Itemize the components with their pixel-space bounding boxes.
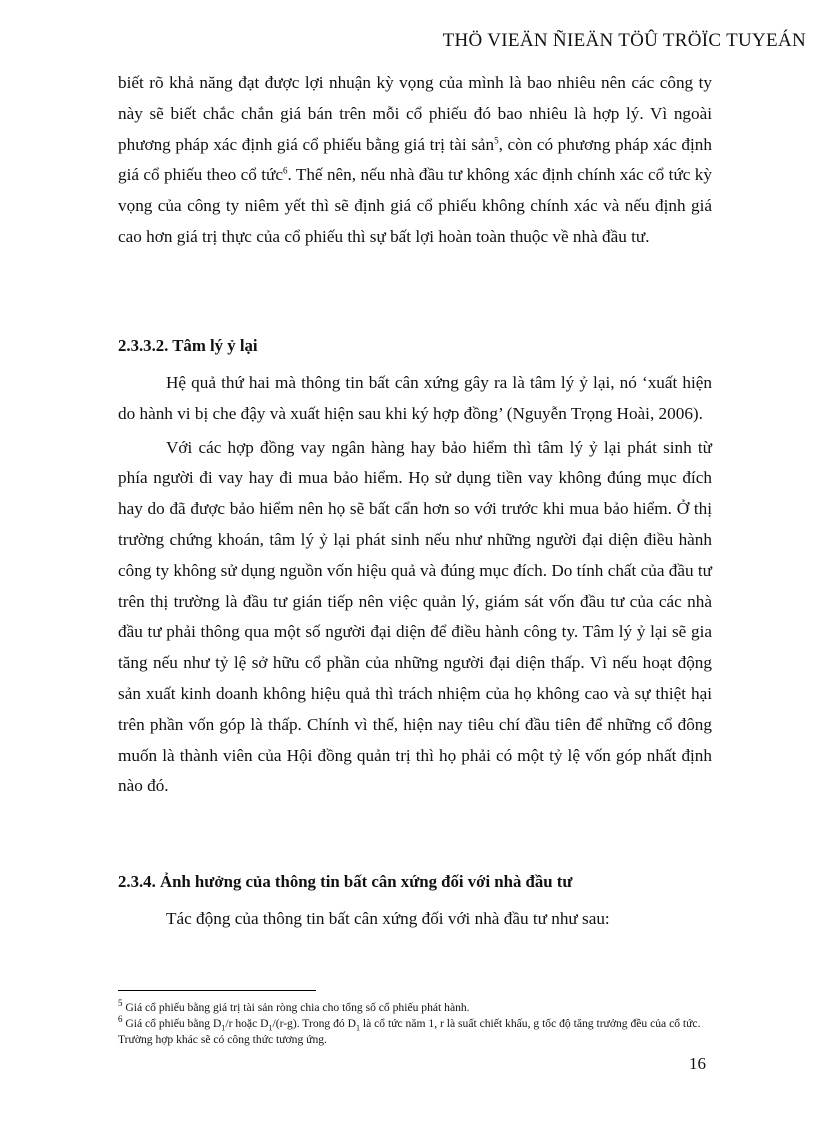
body-block-3 (118, 904, 712, 935)
body-block-1 (118, 68, 712, 253)
footnote-6: $^6$ Giá cổ phiếu bằng $D_1/r$ hoặc $D_1/(r-g)$. Trong đó $D_1$ là cổ tức năm 1, r là suất chiết khấu, g tốc độ tăng trưởng đều của cổ tức. Trường hợp khác sẽ có công thức tương ứng. (118, 1014, 701, 1046)
body-block-2 (118, 368, 712, 802)
paragraph-continued: biết rõ khả năng đạt được lợi nhuận kỳ vọng của mình là bao nhiêu nên các công ty này sẽ biết chắc chắn giá bán trên mỗi cổ phiếu đó bao nhiêu là hợp lý. Vì ngoài phương pháp xác định giá cổ phiếu bằng giá trị tài sản$^5$, còn có phương pháp xác định giá cổ phiếu theo cổ tức$^6$. Thế nên, nếu nhà đầu tư không xác định chính xác cổ tức kỳ vọng của công ty niêm yết thì sẽ định giá cổ phiếu không chính xác và nếu định giá cao hơn giá trị thực của cổ phiếu thì sự bất lợi hoàn toàn thuộc về nhà đầu tư. (118, 73, 712, 246)
page-number: 16 (689, 1054, 706, 1073)
footnote-ref-6[interactable]: 6 (282, 165, 288, 176)
footnote-ref-5[interactable]: 5 (494, 134, 499, 145)
paragraph-moral-hazard-intro: Hệ quả thứ hai mà thông tin bất cân xứng gây ra là tâm lý ỷ lại, nó ‘xuất hiện do hành vi bị che đậy và xuất hiện sau khi ký hợp đồng’ (Nguyễn Trọng Hoài, 2006). (118, 373, 712, 423)
footnote-separator (118, 990, 316, 991)
paragraph-moral-hazard-detail: Với các hợp đồng vay ngân hàng hay bảo hiểm thì tâm lý ỷ lại phát sinh từ phía người đi vay hay đi mua bảo hiểm. Họ sử dụng tiền vay không đúng mục đích hay do đã được bảo hiểm nên họ sẽ bất cẩn hơn so với trước khi mua bảo hiểm. Ở thị trường chứng khoán, tâm lý ỷ lại phát sinh nếu như những người đại diện điều hành công ty không sử dụng nguồn vốn hiệu quả và đúng mục đích. Do tính chất của đầu tư trên thị trường là đầu tư gián tiếp nên việc quản lý, giám sát vốn đầu tư của các nhà đầu tư phải thông qua một số người đại diện để điều hành công ty. Tâm lý ỷ lại sẽ gia tăng nếu như tỷ lệ sở hữu cổ phần của những người đại diện thấp. Vì nếu hoạt động sản xuất kinh doanh không hiệu quả thì trách nhiệm của họ không cao và sự thiệt hại trên phần vốn góp là thấp. Chính vì thế, hiện nay tiêu chí đầu tiên để những cổ đông muốn là thành viên của Hội đồng quản trị thì họ phải có một tỷ lệ vốn góp nhất định nào đó. (118, 437, 712, 796)
running-header: THÖ VIEÄN ÑIEÄN TÖÛ TRÖÏC TUYEÁN (442, 30, 806, 51)
section-heading-2-3-3-2: 2.3.3.2. Tâm lý ỷ lại (118, 336, 258, 355)
section-heading-2-3-4: 2.3.4. Ảnh hưởng của thông tin bất cân xứng đối với nhà đầu tư (118, 872, 573, 891)
footnote-5: $^5$ Giá cổ phiếu bằng giá trị tài sản ròng chia cho tổng số cổ phiếu phát hành. (118, 998, 470, 1014)
paragraph-impact-intro: Tác động của thông tin bất cân xứng đối với nhà đầu tư như sau: (166, 909, 610, 928)
